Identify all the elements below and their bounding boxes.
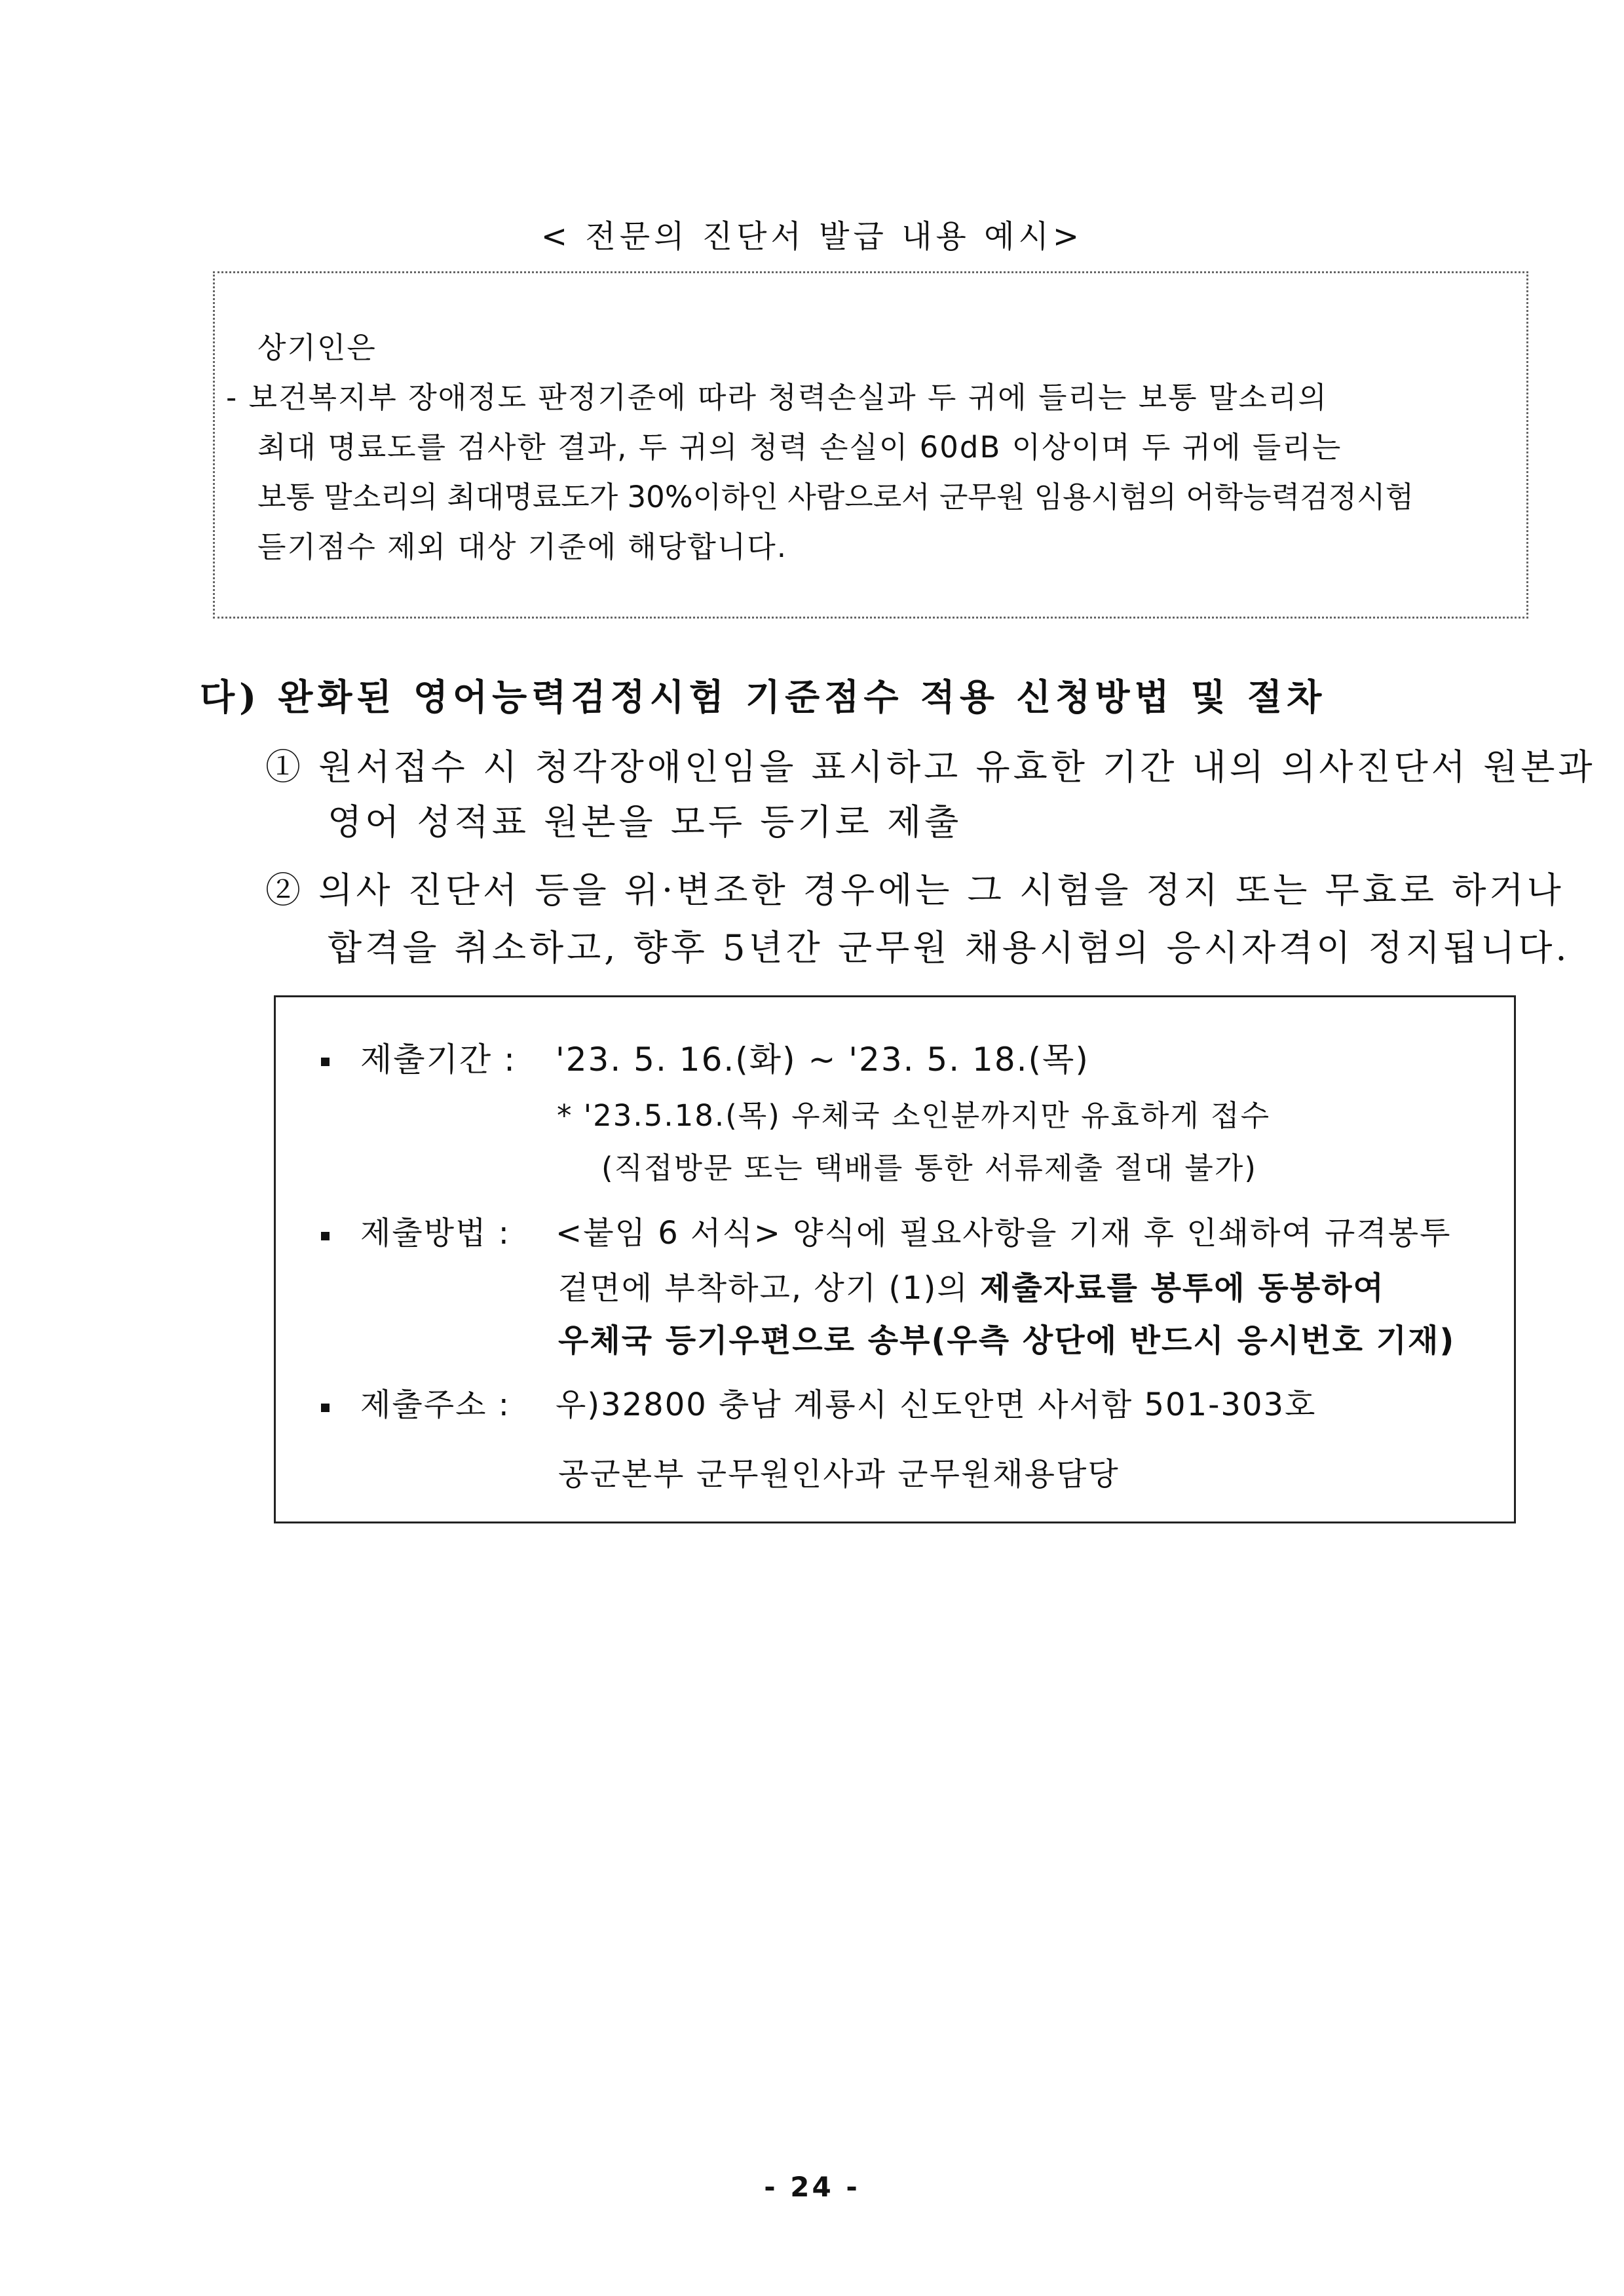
bullet-icon [321, 1404, 330, 1412]
method-label: 제출방법 : [360, 1215, 510, 1252]
period-label: 제출기간 : [360, 1041, 516, 1079]
section-heading: 다) 완화된 영어능력검정시험 기준점수 적용 신청방법 및 절차 [200, 676, 1327, 718]
item-1-line-2: 영어 성적표 원본을 모두 등기로 제출 [328, 801, 962, 843]
period-value: '23. 5. 16.(화) ~ '23. 5. 18.(목) [556, 1041, 1089, 1079]
address-line-2: 공군본부 군무원인사과 군무원채용담당 [558, 1456, 1120, 1493]
sample-caption: < 전문의 진단서 발급 내용 예시> [540, 218, 1084, 255]
sample-line-2: - 보건복지부 장애정도 판정기준에 따라 청력손실과 두 귀에 들리는 보통 말소리의 [226, 380, 1328, 415]
method-line-2-bold: 제출자료를 봉투에 동봉하여 [979, 1270, 1385, 1307]
item-2-line-2: 합격을 취소하고, 향후 5년간 군무원 채용시험의 응시자격이 정지됩니다. [328, 927, 1570, 968]
sample-line-5: 듣기점수 제외 대상 기준에 해당합니다. [257, 529, 788, 564]
method-line-1: <붙임 6 서식> 양식에 필요사항을 기재 후 인쇄하여 규격봉투 [556, 1215, 1452, 1252]
period-note-2: (직접방문 또는 택배를 통한 서류제출 절대 불가) [601, 1151, 1257, 1185]
method-line-2 [558, 1270, 1385, 1307]
address-line-1: 우)32800 충남 계룡시 신도안면 사서함 501-303호 [556, 1387, 1317, 1423]
item-1-line-1: ① 원서접수 시 청각장애인임을 표시하고 유효한 기간 내의 의사진단서 원본과 [265, 746, 1596, 788]
sample-line-1: 상기인은 [257, 330, 377, 365]
sample-line-3: 최대 명료도를 검사한 결과, 두 귀의 청력 손실이 60dB 이상이며 두 귀에 들리는 [257, 430, 1342, 465]
address-label: 제출주소 : [360, 1387, 510, 1423]
method-line-2-plain: 겉면에 부착하고, 상기 (1)의 [558, 1270, 980, 1307]
bullet-icon [321, 1058, 330, 1066]
bullet-icon [321, 1232, 330, 1240]
page-number: - 24 - [764, 2171, 860, 2203]
method-line-3: 우체국 등기우편으로 송부(우측 상단에 반드시 응시번호 기재) [558, 1322, 1456, 1359]
sample-line-4: 보통 말소리의 최대명료도가 30%이하인 사람으로서 군무원 임용시험의 어학능력검정시험 [257, 480, 1414, 514]
period-note-1: * '23.5.18.(목) 우체국 소인분까지만 유효하게 접수 [557, 1098, 1271, 1133]
item-2-line-1: ② 의사 진단서 등을 위·변조한 경우에는 그 시험을 정지 또는 무효로 하거나 [265, 870, 1564, 911]
